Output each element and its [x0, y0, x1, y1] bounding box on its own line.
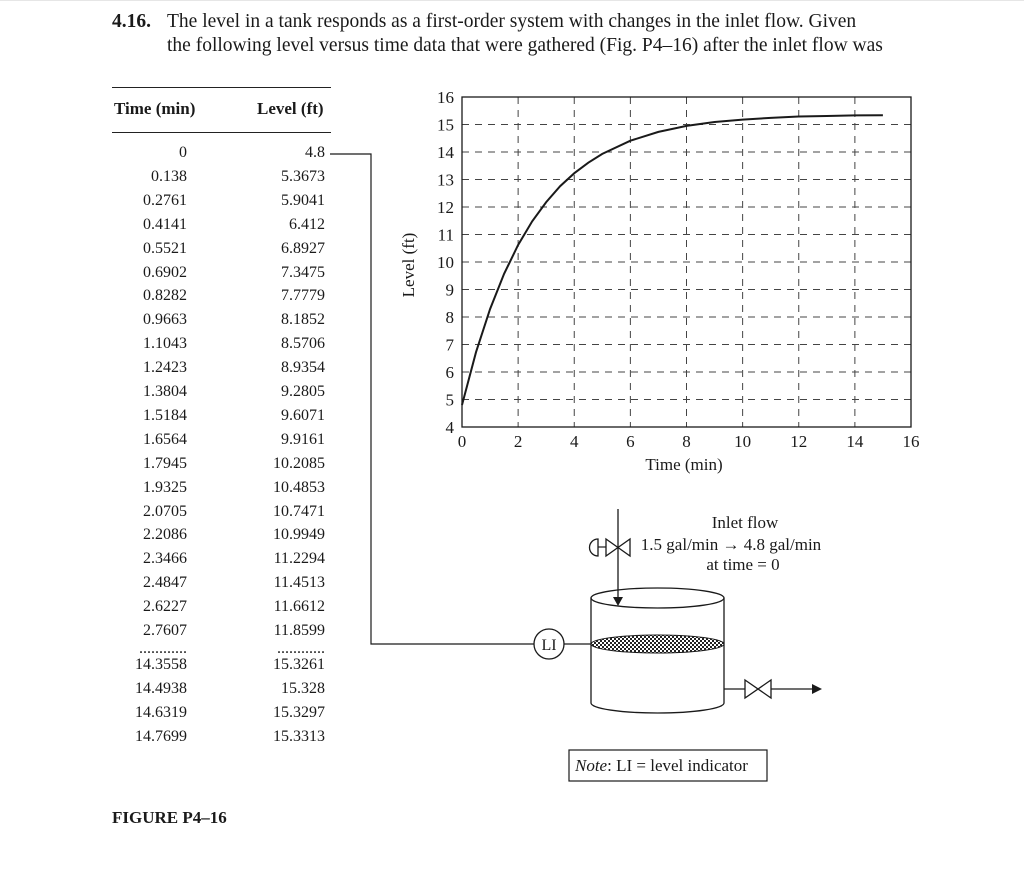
- y-tick-label: 12: [437, 198, 454, 217]
- table-cell-time: 2.2086: [143, 526, 187, 544]
- table-cell-time: 0.5521: [143, 239, 187, 257]
- table-cell-level: 6.8927: [281, 239, 325, 257]
- inlet-arrow-icon: [613, 597, 623, 606]
- table-cell-time: 0.8282: [143, 287, 187, 305]
- liquid-surface: [591, 635, 724, 653]
- x-tick-label: 16: [902, 432, 920, 451]
- inlet-flow-change: 1.5 gal/min → 4.8 gal/min: [640, 535, 822, 554]
- y-tick-label: 11: [437, 225, 454, 245]
- table-cell-time: 1.6564: [143, 430, 187, 448]
- y-tick-label: 6: [445, 363, 454, 382]
- table-cell-time: 0.4141: [143, 215, 187, 233]
- y-tick-label: 14: [437, 143, 454, 162]
- table-header-level: Level (ft): [257, 99, 324, 118]
- x-tick-label: 14: [846, 432, 864, 451]
- table-cell-level: 8.1852: [281, 311, 325, 329]
- table-cell-level: 11.8599: [273, 622, 325, 639]
- x-axis-label: Time (min): [645, 455, 723, 474]
- x-tick-label: 12: [790, 432, 808, 451]
- table-cell-level: 10.7471: [273, 502, 325, 520]
- table-cell-time: 0: [179, 144, 187, 161]
- problem-line-1: The level in a tank responds as a first-order system with changes in the inlet flow. Given: [167, 11, 857, 32]
- table-cell-time: 1.2423: [143, 359, 187, 377]
- table-cell-level: 4.8: [305, 144, 325, 161]
- inlet-flow-label: Inlet flow: [711, 513, 779, 532]
- y-tick-label: 16: [437, 88, 454, 107]
- table-cell-time: 1.5184: [143, 406, 187, 424]
- table-cell-level: 15.328: [281, 679, 325, 697]
- x-tick-label: 0: [457, 432, 467, 451]
- table-cell-time: 1.7945: [143, 454, 187, 472]
- x-tick-label: 8: [682, 432, 691, 451]
- axis-tick-labels: [437, 88, 920, 451]
- table-cell-time: 1.1043: [143, 335, 187, 353]
- table-cell-level: 9.2805: [281, 383, 325, 400]
- x-tick-label: 6: [626, 432, 635, 451]
- table-cell-time: 2.4847: [143, 574, 187, 592]
- table-cell-level: 10.4853: [273, 478, 325, 496]
- table-cell-level: 15.3297: [273, 703, 325, 721]
- problem-number: 4.16.: [112, 11, 151, 32]
- table-cell-time: 0.2761: [143, 191, 187, 209]
- inlet-flow-time: at time = 0: [706, 555, 780, 574]
- table-cell-time: 0.9663: [143, 311, 187, 329]
- y-tick-label: 9: [445, 280, 454, 300]
- table-cell-time: 2.7607: [143, 622, 187, 639]
- table-cell-time: 0.6902: [143, 263, 187, 281]
- table-cell-level: 11.4513: [273, 574, 325, 592]
- outlet-arrow-icon: [812, 684, 822, 694]
- x-tick-label: 4: [570, 432, 579, 451]
- table-ellipsis-time: ............: [139, 639, 187, 657]
- plot-gridlines: [462, 97, 911, 427]
- y-tick-label: 7: [445, 335, 454, 355]
- table-cell-time: 2.0705: [143, 502, 187, 520]
- table-cell-level: 9.6071: [281, 406, 325, 424]
- table-cell-level: 10.9949: [273, 526, 325, 544]
- table-cell-level: 9.9161: [281, 430, 325, 448]
- valve-actuator-icon: [590, 539, 599, 556]
- table-header-time: Time (min): [114, 99, 196, 118]
- table-cell-level: 8.9354: [281, 359, 325, 377]
- table-cell-level: 5.9041: [281, 191, 325, 209]
- table-cell-level: 7.7779: [281, 287, 325, 305]
- table-cell-level: 11.6612: [273, 598, 325, 616]
- table-cell-level: 6.412: [289, 215, 325, 233]
- note-text: Note: LI = level indicator: [575, 756, 748, 775]
- y-tick-label: 13: [437, 170, 454, 190]
- figure-caption: FIGURE P4–16: [112, 808, 227, 827]
- table-cell-time: 14.6319: [135, 703, 187, 721]
- y-tick-label: 8: [445, 308, 454, 327]
- y-tick-label: 5: [445, 390, 454, 410]
- table-cell-level: 11.2294: [273, 550, 325, 568]
- tank-bottom: [591, 703, 724, 713]
- table-cell-time: 2.3466: [143, 550, 187, 568]
- x-tick-label: 10: [734, 432, 752, 451]
- table-cell-time: 14.4938: [135, 679, 187, 697]
- table-cell-time: 2.6227: [143, 598, 187, 616]
- y-tick-label: 4: [445, 418, 454, 437]
- table-cell-time: 14.7699: [135, 727, 187, 745]
- table-cell-time: 1.9325: [143, 478, 187, 496]
- table-cell-time: 14.3558: [135, 656, 187, 673]
- table-cell-level: 7.3475: [281, 263, 325, 281]
- table-cell-level: 10.2085: [273, 454, 325, 472]
- table-cell-time: 0.138: [151, 167, 187, 185]
- table-cell-level: 15.3261: [273, 656, 325, 673]
- problem-line-2: the following level versus time data that were gathered (Fig. P4–16) after the inlet flow was: [167, 35, 883, 56]
- tank-top: [591, 588, 724, 608]
- x-tick-label: 2: [513, 432, 523, 451]
- y-tick-label: 10: [437, 253, 454, 272]
- y-axis-label: Level (ft): [399, 232, 418, 298]
- y-tick-label: 15: [437, 115, 454, 135]
- outlet-valve-icon: [745, 680, 771, 698]
- table-ellipsis-level: ............: [277, 639, 325, 657]
- table-cell-level: 8.5706: [281, 335, 325, 353]
- table-cell-time: 1.3804: [143, 383, 187, 400]
- table-cell-level: 5.3673: [281, 167, 325, 185]
- level-indicator-label: LI: [541, 637, 557, 654]
- level-response-curve: [462, 115, 883, 405]
- table-cell-level: 15.3313: [273, 727, 325, 745]
